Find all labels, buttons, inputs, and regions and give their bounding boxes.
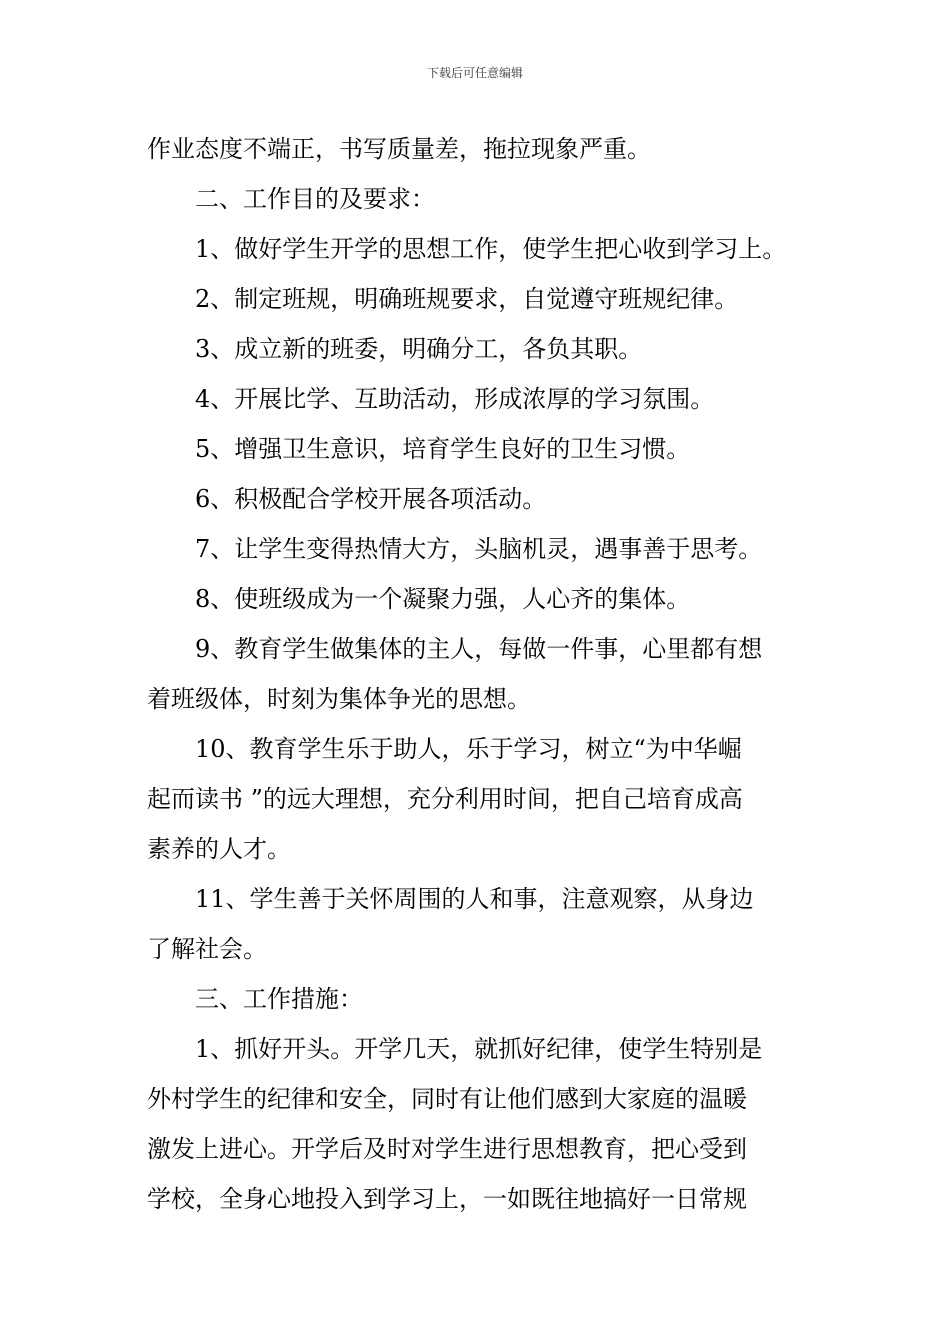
document-body [147,124,807,1224]
text-line: 6、积极配合学校开展各项活动。 [195,485,547,513]
text-line: 5、增强卫生意识，培育学生良好的卫生习惯。 [195,435,691,463]
text-line: 学校，全身心地投入到学习上，一如既往地搞好一日常规 [147,1185,747,1213]
text-line: 9、教育学生做集体的主人，每做一件事，心里都有想 [195,635,763,663]
text-line: 素养的人才。 [147,835,291,863]
text-line: 激发上进心。开学后及时对学生进行思想教育，把心受到 [147,1135,747,1163]
text-line: 作业态度不端正，书写质量差，拖拉现象严重。 [147,135,651,163]
text-line: 1、做好学生开学的思想工作，使学生把心收到学习上。 [195,235,787,263]
text-line: 1、抓好开头。开学几天，就抓好纪律，使学生特别是 [195,1035,763,1063]
text-line: 8、使班级成为一个凝聚力强，人心齐的集体。 [195,585,691,613]
text-line: 起而读书 ”的远大理想，充分利用时间，把自己培育成高 [147,785,743,813]
text-line: 2、制定班规，明确班规要求，自觉遵守班规纪律。 [195,285,739,313]
text-line: 了解社会。 [147,935,267,963]
text-line: 7、让学生变得热情大方，头脑机灵，遇事善于思考。 [195,535,763,563]
section-heading-measures: 三、工作措施： [195,985,363,1013]
text-line: 3、成立新的班委，明确分工，各负其职。 [195,335,643,363]
text-line: 11、学生善于关怀周围的人和事，注意观察，从身边 [195,885,754,913]
text-line: 4、开展比学、互助活动，形成浓厚的学习氛围。 [195,385,715,413]
text-line: 着班级体，时刻为集体争光的思想。 [147,685,531,713]
section-heading-goals: 二、工作目的及要求： [195,185,435,213]
text-line: 10、教育学生乐于助人，乐于学习，树立“为中华崛 [195,735,742,763]
text-line: 外村学生的纪律和安全，同时有让他们感到大家庭的温暖 [147,1085,747,1113]
page-header: 下载后可任意编辑 [426,66,523,80]
